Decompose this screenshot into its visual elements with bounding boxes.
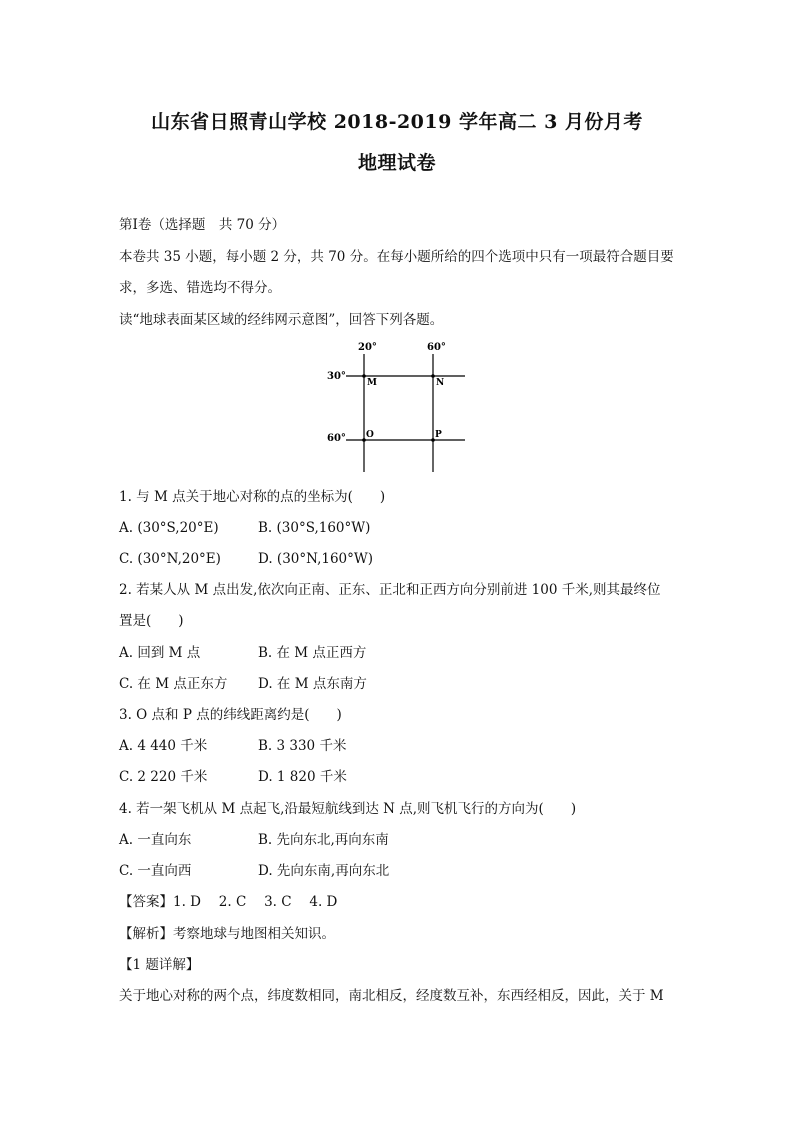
point-n-dot — [431, 374, 435, 378]
question-3-stem: 3. O 点和 P 点的纬线距离约是( ) — [119, 707, 342, 723]
question-2-option-a: A. 回到 M 点 — [119, 645, 201, 661]
question-4-option-a: A. 一直向东 — [119, 832, 192, 848]
answer-line: 【答案】1. D 2. C 3. C 4. D — [119, 894, 338, 910]
point-p-label: P — [435, 430, 442, 440]
read-prompt: 读“地球表面某区域的经纬网示意图”，回答下列各题。 — [119, 312, 444, 328]
question-4-stem: 4. 若一架飞机从 M 点起飞,沿最短航线到达 N 点,则飞机飞行的方向为( ) — [119, 801, 577, 817]
question-4-option-b: B. 先向东北,再向东南 — [258, 832, 389, 848]
question-1-stem: 1. 与 M 点关于地心对称的点的坐标为( ) — [119, 489, 386, 505]
lon-left-label: 20° — [358, 342, 377, 353]
analysis-line: 【解析】考察地球与地图相关知识。 — [119, 926, 335, 942]
question-2-stem-line1: 2. 若某人从 M 点出发,依次向正南、正东、正北和正西方向分别前进 100 千米,则其最终位 — [119, 582, 661, 598]
detail-text: 关于地心对称的两个点，纬度数相同，南北相反，经度数互补，东西经相反，因此，关于 M — [119, 988, 664, 1004]
section-heading: 第Ⅰ卷（选择题 共 70 分） — [119, 217, 286, 233]
section-intro-line1: 本卷共 35 小题，每小题 2 分，共 70 分。在每小题所给的四个选项中只有一项最符合题目要 — [119, 249, 674, 265]
question-4-option-c: C. 一直向西 — [119, 863, 192, 879]
exam-subtitle: 地理试卷 — [357, 152, 436, 174]
detail-heading: 【1 题详解】 — [119, 957, 200, 973]
lat-bottom-label: 60° — [327, 433, 346, 444]
lon-right-label: 60° — [427, 342, 446, 353]
question-3-option-d: D. 1 820 千米 — [258, 769, 347, 785]
point-m-dot — [362, 374, 366, 378]
question-2-option-d: D. 在 M 点东南方 — [258, 676, 367, 692]
exam-title: 山东省日照青山学校 2018-2019 学年高二 3 月份月考 — [151, 111, 643, 133]
question-2-option-b: B. 在 M 点正西方 — [258, 645, 367, 661]
section-intro-line2: 求，多选、错选均不得分。 — [119, 280, 281, 296]
point-n-label: N — [436, 378, 445, 388]
question-1-option-d: D. (30°N,160°W) — [258, 551, 374, 567]
question-1-option-c: C. (30°N,20°E) — [119, 551, 221, 567]
point-m-label: M — [367, 378, 377, 388]
question-2-option-c: C. 在 M 点正东方 — [119, 676, 228, 692]
point-o-label: O — [366, 430, 374, 440]
question-3-option-b: B. 3 330 千米 — [258, 738, 347, 754]
graticule-diagram — [320, 338, 480, 476]
question-1-option-b: B. (30°S,160°W) — [258, 520, 371, 536]
question-3-option-a: A. 4 440 千米 — [119, 738, 208, 754]
question-2-stem-line2: 置是( ) — [119, 613, 184, 629]
question-3-option-c: C. 2 220 千米 — [119, 769, 208, 785]
question-4-option-d: D. 先向东南,再向东北 — [258, 863, 390, 879]
question-1-option-a: A. (30°S,20°E) — [119, 520, 219, 536]
lat-top-label: 30° — [327, 371, 346, 382]
